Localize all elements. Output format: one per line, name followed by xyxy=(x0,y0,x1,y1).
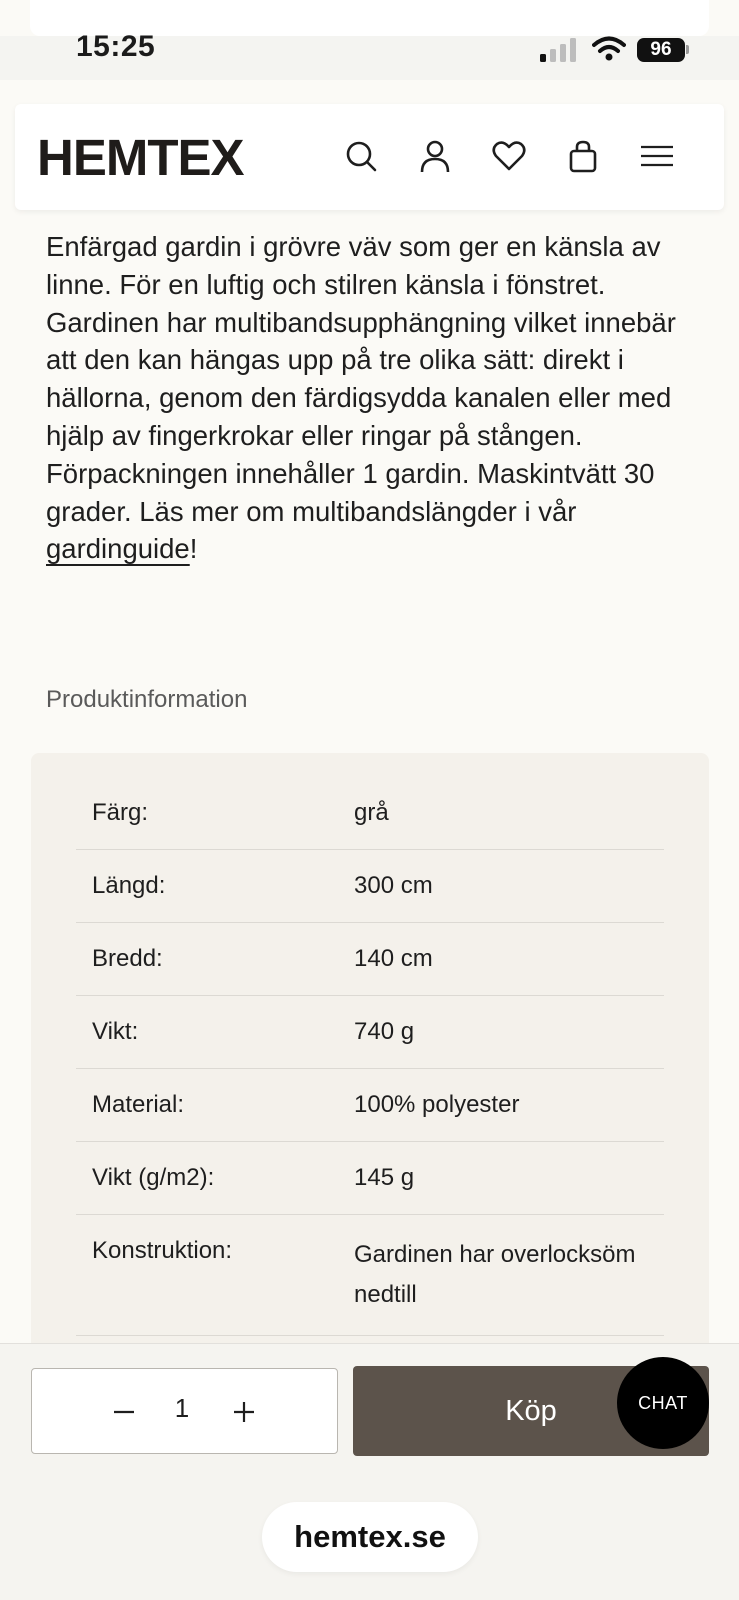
row-label: Färg: xyxy=(92,799,149,826)
chat-button[interactable]: CHAT xyxy=(617,1357,709,1449)
heart-icon[interactable] xyxy=(491,138,527,174)
menu-icon[interactable] xyxy=(639,138,675,174)
row-value: 145 g xyxy=(354,1164,415,1191)
product-description xyxy=(46,228,696,568)
quantity-stepper xyxy=(31,1368,338,1454)
description-text: Enfärgad gardin i grövre väv som ger en känsla av linne. För en luftig och stilren känsla i fönstret. Gardinen har multibandsupphängning vilket innebär att den kan hängas upp på tre olika sätt: direkt i hällorna, genom den färdigsydda kanalen eller med hjälp av fingerkrokar eller ringar på stången. Förpackningen innehåller 1 gardin. Maskintvätt 30 grader. Läs mer om multibandslängder i vår xyxy=(46,231,676,527)
buy-button[interactable]: Köp xyxy=(353,1366,709,1456)
gardinguide-link[interactable]: gardinguide xyxy=(46,533,190,565)
row-value: 740 g xyxy=(354,1018,415,1045)
wifi-icon xyxy=(592,36,626,62)
row-value: 100% polyester xyxy=(354,1091,520,1118)
browser-url-bar[interactable]: hemtex.se xyxy=(262,1502,478,1572)
table-row xyxy=(76,923,664,996)
minus-icon[interactable] xyxy=(110,1398,138,1426)
table-row xyxy=(76,777,664,850)
row-value: 140 cm xyxy=(354,945,433,972)
bag-icon[interactable] xyxy=(565,138,601,174)
table-row xyxy=(76,850,664,923)
quantity-value[interactable]: 1 xyxy=(174,1393,190,1423)
table-row xyxy=(76,1215,664,1336)
row-value: Gardinen har overlocksöm nedtill xyxy=(354,1241,636,1308)
row-label: Bredd: xyxy=(92,945,163,972)
description-suffix: ! xyxy=(189,533,198,565)
site-header xyxy=(15,104,724,210)
table-row xyxy=(76,1142,664,1215)
hemtex-logo[interactable]: HEMTEX xyxy=(37,129,244,186)
row-label: Material: xyxy=(92,1091,185,1118)
row-label: Vikt (g/m2): xyxy=(92,1164,215,1191)
row-label: Konstruktion: xyxy=(92,1237,233,1264)
status-time: 15:25 xyxy=(76,30,156,63)
row-value: grå xyxy=(354,799,389,826)
table-row xyxy=(76,1069,664,1142)
row-value: 300 cm xyxy=(354,872,433,899)
product-info-card xyxy=(31,753,709,1353)
battery-tip xyxy=(686,45,689,54)
row-label: Vikt: xyxy=(92,1018,139,1045)
table-row xyxy=(76,996,664,1069)
product-info-table xyxy=(76,777,664,1336)
cellular-signal-icon xyxy=(540,38,578,62)
user-icon[interactable] xyxy=(417,138,453,174)
product-info-title: Produktinformation xyxy=(46,686,248,713)
plus-icon[interactable] xyxy=(230,1398,258,1426)
search-icon[interactable] xyxy=(343,138,379,174)
row-label: Längd: xyxy=(92,872,166,899)
battery-indicator: 96 xyxy=(637,38,685,62)
